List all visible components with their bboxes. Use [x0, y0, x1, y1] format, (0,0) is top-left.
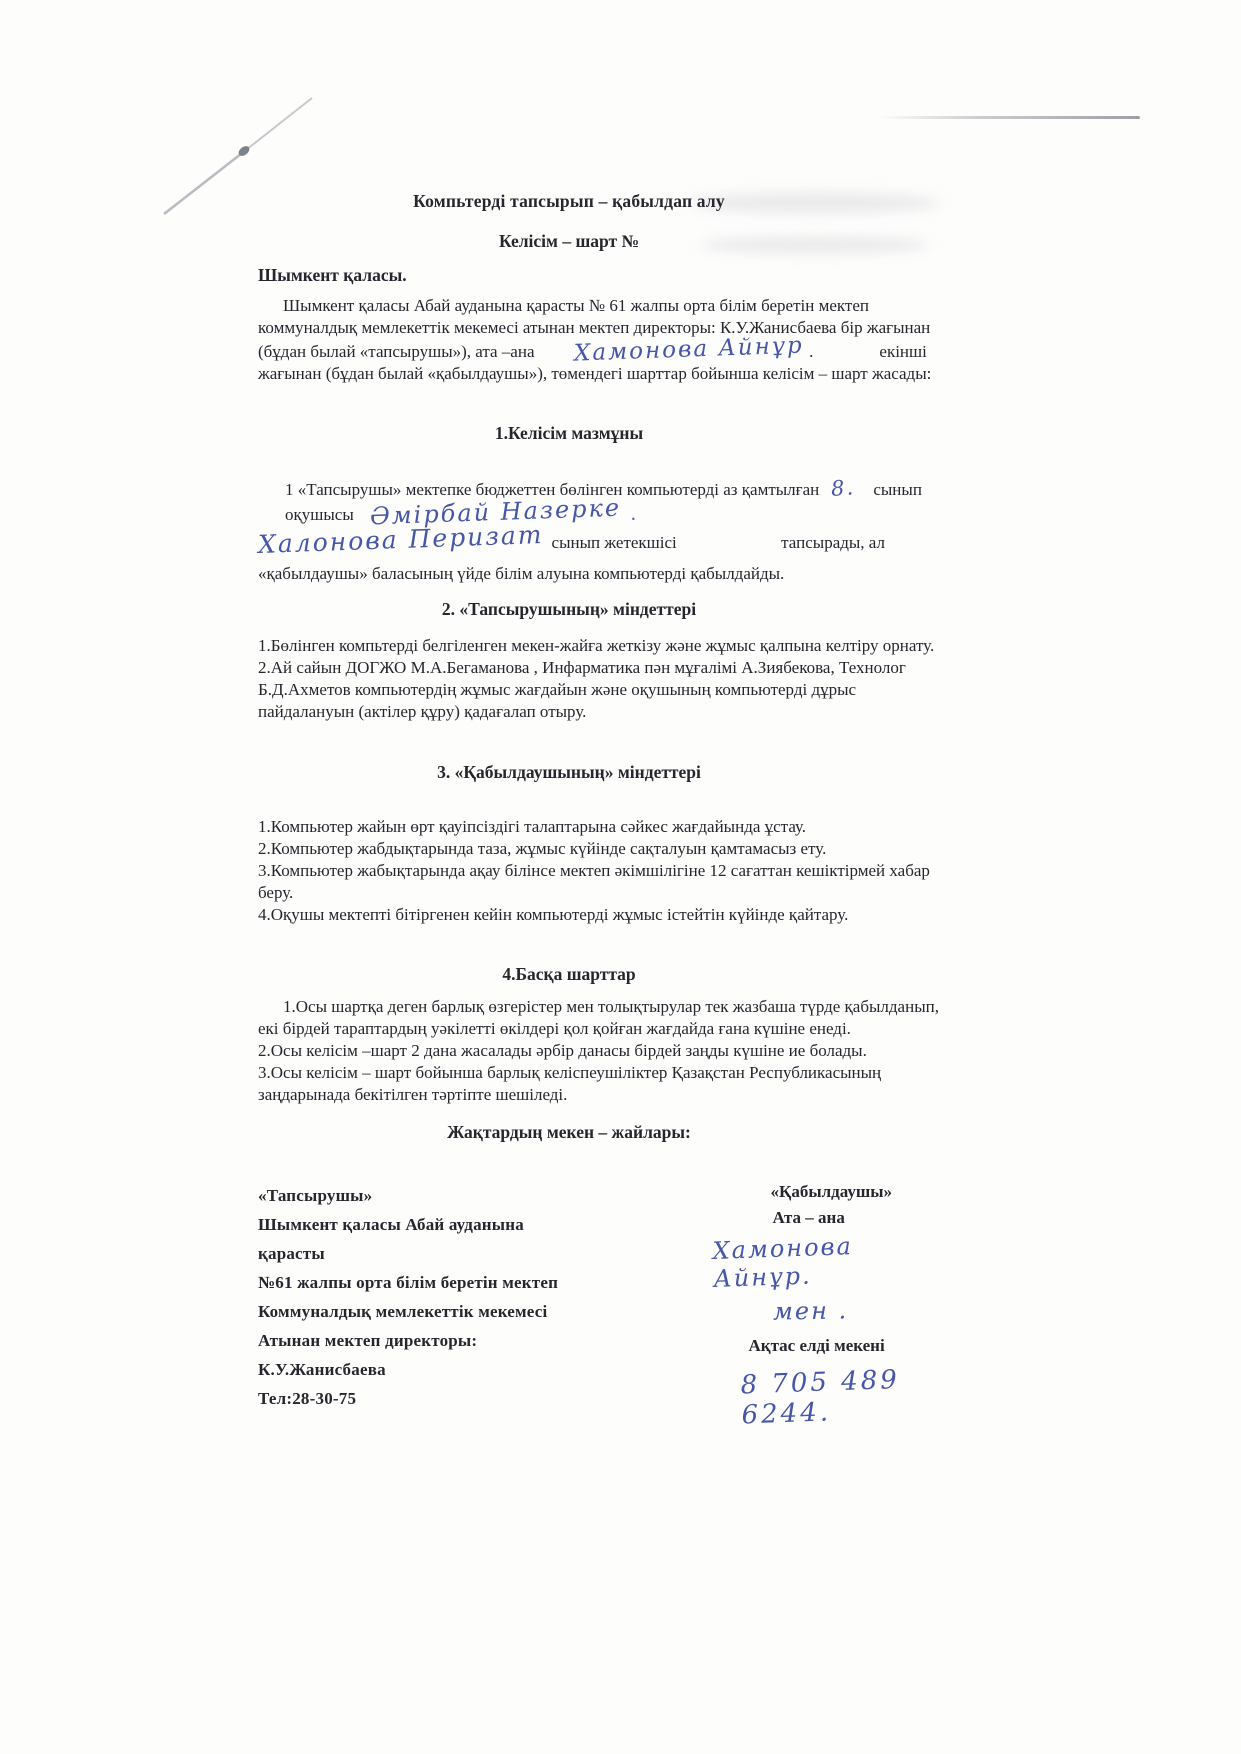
section2-body: [258, 635, 940, 723]
handwritten-recipient-suffix: мен .: [772, 1296, 848, 1326]
recipient-village: Ақтас елді мекені: [748, 1336, 885, 1355]
student-label: оқушысы: [285, 505, 354, 524]
document-title: Компьтерді тапсырып – қабылдап алу: [413, 191, 725, 211]
city-label: Шымкент қаласы.: [258, 265, 407, 285]
section3-item: 2.Компьютер жабдықтарында таза, жұмыс күйінде сақталуын қамтамасыз ету.: [258, 839, 827, 858]
document-body: [257, 190, 940, 1431]
intro-period: .: [809, 342, 814, 361]
section1-line1-after: сынып: [873, 480, 922, 499]
transferor-address-block: [258, 1181, 576, 1427]
transferor-phone: Тел:28-30-75: [258, 1389, 357, 1408]
section1-line3-end: тапсырады, ал: [781, 533, 885, 552]
scan-streak-artifact: [878, 116, 1140, 119]
section1-line3: [257, 520, 940, 561]
intro-paragraph: [258, 295, 940, 385]
transferor-line: Шымкент қаласы Абай ауданына қарасты: [258, 1215, 524, 1263]
document-subtitle: Келісім – шарт №: [498, 231, 640, 251]
transferor-line: №61 жалпы орта білім беретін мектеп: [258, 1273, 559, 1292]
section3-heading: 3. «Қабылдаушының» міндеттері: [437, 762, 701, 782]
transferor-line: К.У.Жанисбаева: [258, 1360, 386, 1379]
transferor-line: Атынан мектеп директоры:: [258, 1331, 478, 1350]
section2-item: 1.Бөлінген компьтерді белгіленген мекен-жайға жеткізу және жұмыс қалпына келтіру орнату.: [258, 636, 935, 655]
section4-item: 2.Осы келісім –шарт 2 дана жасалады әрбір данасы бірдей заңды күшіне ие болады.: [258, 1041, 867, 1060]
section1-line1-text: 1 «Тапсырушы» мектепке бюджеттен бөлінген компьютерді аз қамтылған: [285, 480, 820, 499]
addresses-columns: [258, 1181, 940, 1431]
handwritten-period: .: [630, 503, 636, 525]
section2-heading: 2. «Тапсырушының» міндеттері: [441, 599, 697, 619]
class-teacher-label: сынып жетекшісі: [551, 533, 677, 552]
section3-body: [258, 816, 940, 926]
section2-item: 2.Ай сайын ДОГЖО М.А.Бегаманова , Инфарматика пән мұғалімі А.Зиябекова, Технолог Б.Д.Ахметов компьютердің жұмыс жағдайын және оқушының компьютерді дұрыс пайдалануын (актілер құру) қадағалап отыру.: [258, 658, 906, 721]
handwritten-phone-number: 8 705 489 6244.: [739, 1364, 900, 1431]
section1-heading: 1.Келісім мазмұны: [494, 423, 644, 443]
handwritten-teacher-name: Халонова Перизат: [257, 520, 544, 559]
handwritten-student-name: Әмірбай Назерке: [369, 493, 622, 531]
section4-item: 1.Осы шартқа деген барлық өзгерістер мен толықтырулар тек жазбаша түрде қабылданып, екі бірдей тараптардың уәкілетті өкілдері қол қойған жағдайда ғана күшіне енеді.: [258, 997, 939, 1038]
section3-item: 3.Компьютер жабықтарында ақау білінсе мектеп әкімшілігіне 12 сағаттан кешіктірмей хабар беру.: [258, 861, 930, 902]
handwritten-recipient-name: Хамонова Айнұр.: [711, 1232, 853, 1293]
handwritten-grade: 8.: [830, 475, 857, 501]
transferor-title: «Тапсырушы»: [258, 1186, 373, 1205]
section4-item: 3.Осы келісім – шарт бойынша барлық келіспеушіліктер Қазақстан Республикасының заңдарынада бекітілген тәртіпте шешіледі.: [258, 1063, 882, 1104]
recipient-address-block: [683, 1181, 940, 1431]
recipient-subtitle: Ата – ана: [772, 1208, 845, 1227]
intro-text-3: (бұдан былай «қабылдаушы»), төмендегі шарттар бойынша келісім – шарт жасады:: [325, 364, 932, 383]
intro-text-1: Шымкент қаласы Абай ауданына қарасты № 61 жалпы орта білім беретін мектеп коммуналдық мемлекеттік мекемесі атынан мектеп директоры: К.У.Жанисбаева бір жағынан (бұдан былай «тапсырушы»), ата –ана: [258, 296, 931, 361]
recipient-title: «Қабылдаушы»: [770, 1182, 893, 1201]
section1-line4: «қабылдаушы» баласының үйде білім алуына компьютерді қабылдайды.: [258, 564, 785, 583]
handwritten-parent-name: Хамонова Айнұр: [573, 332, 804, 367]
section4-heading: 4.Басқа шарттар: [502, 964, 636, 984]
section4-body: [258, 996, 940, 1106]
section3-item: 1.Компьютер жайын өрт қауіпсіздігі талаптарына сәйкес жағдайында ұстау.: [258, 817, 807, 836]
transferor-line: Коммуналдық мемлекеттік мекемесі: [258, 1302, 548, 1321]
section3-item: 4.Оқушы мектепті бітіргенен кейін компьютерді жұмыс істейтін күйінде қайтару.: [258, 905, 849, 924]
addresses-heading: Жақтардың мекен – жайлары:: [447, 1122, 691, 1142]
intro-text-2: екінші жағынан: [258, 342, 927, 383]
